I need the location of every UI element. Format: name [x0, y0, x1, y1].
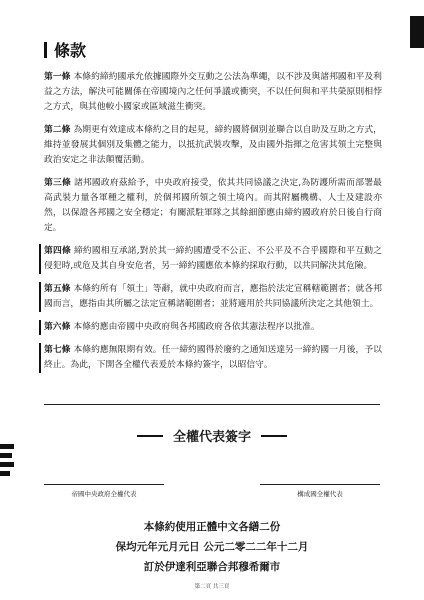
articles — [44, 70, 382, 381]
closing-line-3: 訂於伊達利亞聯合邦穆希爾市 — [143, 561, 281, 573]
article-number: 第七條 — [44, 345, 71, 355]
article-5 — [39, 282, 382, 312]
article-2 — [44, 123, 382, 168]
article-text: 為期更有效達成本條約之目的起見，締約國將個別並聯合以自助及互助之方式，維持並發展其個別及集體之能力，以抵抗武裝攻擊，及由國外指揮之危害其領土完整與政治安定之非法顛覆活動。 — [44, 125, 382, 165]
article-number: 第二條 — [44, 125, 71, 135]
signatory-left: 帝國中央政府全權代表 — [71, 490, 137, 498]
article-4 — [39, 244, 382, 274]
article-6 — [39, 320, 382, 335]
article-3 — [44, 176, 382, 236]
heading-bar — [44, 42, 47, 58]
article-text: 本條約應由帝國中央政府與各邦國政府各依其憲法程序以批准。 — [73, 322, 320, 332]
signatory-right: 構成國全權代表 — [297, 490, 343, 498]
article-text: 本條約所有「領土」等辭，就中央政府而言，應指於法定宣稱轄範圍者；就各邦國而言，應指由其所屬之法定宣稱諸範圍者；並將適用於共同協議所決定之其他領土。 — [44, 284, 382, 309]
article-text: 諸邦國政府茲給予，中央政府接受，依其共同協議之決定,為防護所需而部署最高武裝力量各軍種之權利，於個邦國所領之領土境內。而其附屬機構、人士及建設亦然，以保證各邦國之安全穩定；有關派駐軍隊之其餘細節應由締約國政府於日後自行商定。 — [44, 178, 382, 233]
signature-line-right — [260, 484, 380, 485]
article-7 — [39, 343, 382, 373]
article-number: 第一條 — [44, 72, 71, 82]
edge-stripe — [0, 462, 14, 467]
section-heading-text: 條款 — [54, 41, 87, 60]
closing-line-1: 本條約使用正體中文各繕二份 — [143, 521, 281, 533]
article-number: 第四條 — [44, 246, 71, 256]
article-number: 第六條 — [44, 322, 71, 332]
edge-stripe — [0, 453, 12, 458]
edge-tab — [410, 16, 424, 48]
article-number: 第五條 — [44, 284, 71, 294]
page-number: 第二頁 共三頁 — [194, 584, 230, 590]
signature-title — [0, 426, 424, 445]
section-heading — [44, 38, 86, 61]
title-dash — [137, 435, 163, 437]
section-divider — [44, 404, 380, 405]
signature-title-text: 全權代表簽字 — [172, 430, 251, 445]
article-1 — [44, 70, 382, 115]
title-dash — [261, 435, 287, 437]
article-text: 締約國相互承諾,對於其一締約國遭受不公正、不公平及不合乎國際和平互動之侵犯時,或危及其自身安危者，另一締約國應依本條約採取行動，以共同解決其危險。 — [44, 246, 382, 271]
article-text: 本條約締約國承允依據國際外交互動之公法為準繩，以不涉及與諸邦國和平及利益之方法，解決可能關係在帝國境內之任何爭議或衝突，不以任何與和平共榮原則相悖之方式，與其他較小國家或區域滋生衝突。 — [44, 72, 382, 112]
signature-line-left — [44, 484, 164, 485]
closing-line-2: 保均元年元月元日 公元二零二二年十二月 — [115, 541, 309, 553]
edge-stripe — [0, 471, 10, 476]
article-text: 本條約應無限期有效。任一締約國得於廢約之通知送達另一締約國一月後，予以終止。為此，下開各全權代表爰於本條約簽字，以昭信守。 — [44, 345, 382, 370]
article-number: 第三條 — [44, 178, 71, 188]
